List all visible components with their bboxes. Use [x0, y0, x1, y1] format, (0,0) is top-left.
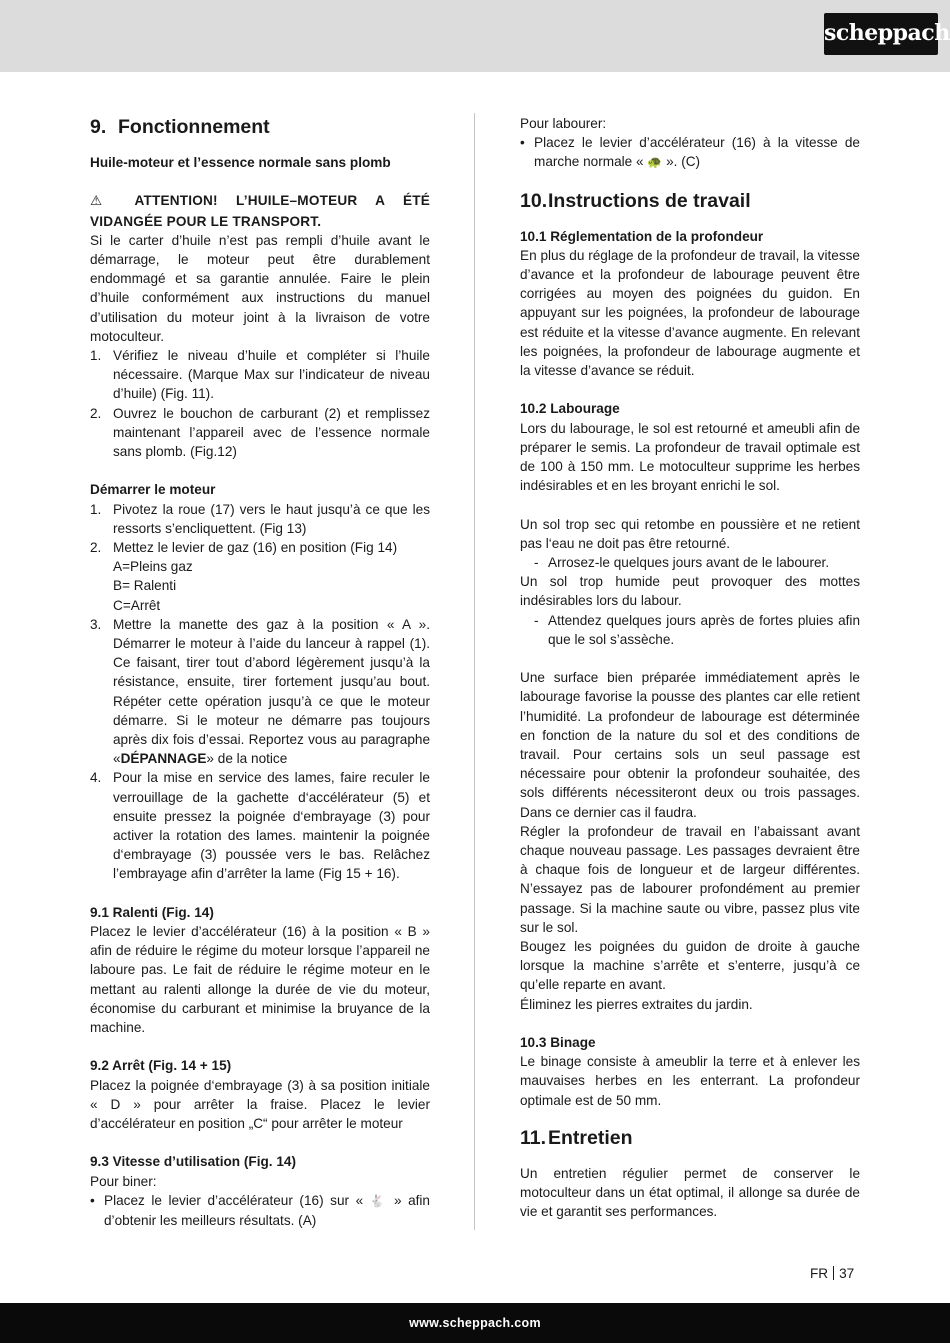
labourer-list: [520, 133, 860, 172]
scheppach-logo: scheppach: [824, 13, 938, 55]
warning-triangle-icon: ⚠: [90, 193, 117, 210]
remove-stones-text: Éliminez les pierres extraites du jardin.: [520, 996, 753, 1012]
section-9-title: 9. Fonctionnement: [90, 116, 270, 138]
right-column: [520, 114, 860, 1222]
wet-soil-text: Un sol trop humide peut provoquer des mottes indésirables lors du labour.: [520, 574, 860, 609]
section-11-text: Un entretien régulier permet de conserver le motoculteur dans un état optimal, il allonge sa durée de vie et garantit ses performances.: [520, 1165, 860, 1220]
section-9-2-text: Placez la poignée d‘embrayage (3) à sa position initiale « D » pour arrêter la fraise. Placez le levier d’accélérateur en position „C“ pour arrêter le moteur: [90, 1077, 430, 1132]
adjust-depth-text: Régler la profondeur de travail en l’abaissant avant chaque nouveau passage. Les passages devraient être à chaque fois de longueur et de largeur différentes. N’essayez pas de labourer profondément au premier passage. Si la machine saute ou vibre, passez plus vite sur le sol.: [520, 823, 860, 935]
dry-soil-text: Un sol trop sec qui retombe en poussière et ne retient pas l‘eau ne doit pas être retourné.: [520, 516, 860, 551]
left-column: [90, 114, 430, 1230]
section-11-title: 11. Entretien: [520, 1126, 633, 1149]
section-10-1-text: En plus du réglage de la profondeur de travail, la vitesse d’avance et la profondeur de labourage peuvent être corrigées au moyen des poignées du guidon. En appuyant sur les poignées, la profondeur de labourage est réduite et la vitesse d’avance augmente. En relevant les poignées, la profondeur de labourage augmente et la vitesse d’avance se réduit.: [520, 247, 860, 379]
section-10-2-text: Lors du labourage, le sol est retourné et ameubli afin de préparer le semis. La profondeur de travail optimale est de 100 à 150 mm. Le motoculteur supprime les herbes indésirables et en les broyant enrichi le sol.: [520, 420, 860, 494]
oil-heading: Huile-moteur et l’essence normale sans plomb: [90, 155, 391, 170]
list-item: 3. Mettre la manette des gaz à la position « A ». Démarrer le moteur à l’aide du lanceur à rappel (1). Ce faisant, tirer tout d’abord légèrement jusqu’à la résistance, ensuite, tirer fortement jusqu’au bout. Répéter cette opération jusqu’à ce que le moteur démarre. Si le moteur ne démarre pas toujours après dix fois d’essai. Reportez vous au paragraphe «DÉPANNAGE» de la notice: [90, 616, 430, 767]
section-10-3-heading: 10.3 Binage: [520, 1035, 596, 1051]
wet-soil-list: [520, 611, 860, 649]
list-item: - Attendez quelques jours après de fortes pluies afin que le sol s’assèche.: [534, 612, 860, 647]
section-10-title: 10.Instructions de travail: [520, 189, 751, 212]
labourer-label: Pour labourer:: [520, 116, 607, 131]
biner-list: [90, 1191, 430, 1230]
surface-text: Une surface bien préparée immédiatement après le labourage favorise la pousse des plantes car elle retient l’humidité. La profondeur de labourage est déterminée en fonction de la nature du sol et des conditions de travail. Pour certains sols un seul passage est nécessaire pour obtenir la profondeur souhaitée, des sols différents nécessiteront deux ou trois passages. Dans ce dernier cas il faudra.: [520, 670, 860, 820]
list-item: 1. Vérifiez le niveau d’huile et compléter si l’huile nécessaire. (Marque Max sur l’indicateur de niveau d’huile) (Fig. 11).: [90, 348, 430, 402]
warning-notice: ⚠ ATTENTION! L’HUILE–MOTEUR A ÉTÉ VIDANGÉE POUR LE TRANSPORT.: [90, 193, 430, 229]
section-10-3-text: Le binage consiste à ameublir la terre et à enlever les mauvaises herbes en les enterrant. La profondeur optimale est de 50 mm.: [520, 1054, 860, 1108]
footer-url[interactable]: www.scheppach.com: [409, 1316, 541, 1330]
column-divider: [474, 113, 475, 1230]
start-engine-heading: Démarrer le moteur: [90, 482, 216, 498]
turtle-icon: 🐢: [647, 155, 663, 170]
move-handles-text: Bougez les poignées du guidon de droite à gauche lorsque la machine s’arrête et s’enterre, jusqu’à ce qu’elle reparte en avant.: [520, 939, 860, 993]
header-band: [0, 0, 950, 72]
list-item: 4. Pour la mise en service des lames, faire reculer le verrouillage de la gachette d‘accélérateur (5) et ensuite pressez la poignée d‘embrayage (3) pour activer la rotation des lames. maintenir la poignée d‘embrayage (3) poussée vers le bas. Relâchez l’embrayage afin d’arrêter la lame (Fig 15 + 16).: [90, 770, 430, 882]
list-item: 1. Pivotez la roue (17) vers le haut jusqu’à ce que les ressorts s’encliquettent. (Fig 13): [90, 501, 430, 536]
list-item: 2. Mettez le levier de gaz (16) en position (Fig 14) A=Pleins gaz B= Ralenti C=Arrêt: [90, 540, 398, 613]
oil-steps: [90, 346, 430, 461]
section-10-2-heading: 10.2 Labourage: [520, 401, 620, 417]
biner-label: Pour biner:: [90, 1173, 157, 1189]
list-item: • Placez le levier d’accélérateur (16) sur « 🐇 » afin d’obtenir les meilleurs résultats. (A): [90, 1192, 430, 1229]
section-9-1-heading: 9.1 Ralenti (Fig. 14): [90, 904, 214, 920]
oil-paragraph: Si le carter d’huile n’est pas rempli d’huile avant le démarrage, le moteur peut être durablement endommagé et sa garantie annulée. Faire le plein d’huile conformément aux instructions du manuel d’utilisation du moteur joint à la livraison de votre motoculteur.: [90, 232, 430, 344]
section-9-2-heading: 9.2 Arrêt (Fig. 14 + 15): [90, 1058, 232, 1074]
section-9-3-heading: 9.3 Vitesse d’utilisation (Fig. 14): [90, 1154, 296, 1170]
dry-soil-list: [520, 553, 860, 572]
rabbit-icon: 🐇: [369, 1193, 388, 1208]
page-number: FR 37: [810, 1266, 855, 1281]
list-item: - Arrosez-le quelques jours avant de le labourer.: [534, 555, 830, 571]
list-item: • Placez le levier d’accélérateur (16) à la vitesse de marche normale « 🐢 ». (C): [520, 135, 860, 170]
section-10-1-heading: 10.1 Réglementation de la profondeur: [520, 228, 764, 244]
list-item: 2. Ouvrez le bouchon de carburant (2) et remplissez maintenant l’appareil avec de l’essence normale sans plomb. (Fig.12): [90, 405, 430, 460]
section-9-1-text: Placez le levier d’accélérateur (16) à la position « B » afin de réduire le régime du moteur lorsque l’appareil ne laboure pas. Le fait de réduire le régime moteur en le mettant au ralenti allonge la durée de vie du moteur, économise du carburant et minimise la bruyance de la machine.: [90, 924, 430, 1036]
start-steps: [90, 500, 430, 884]
